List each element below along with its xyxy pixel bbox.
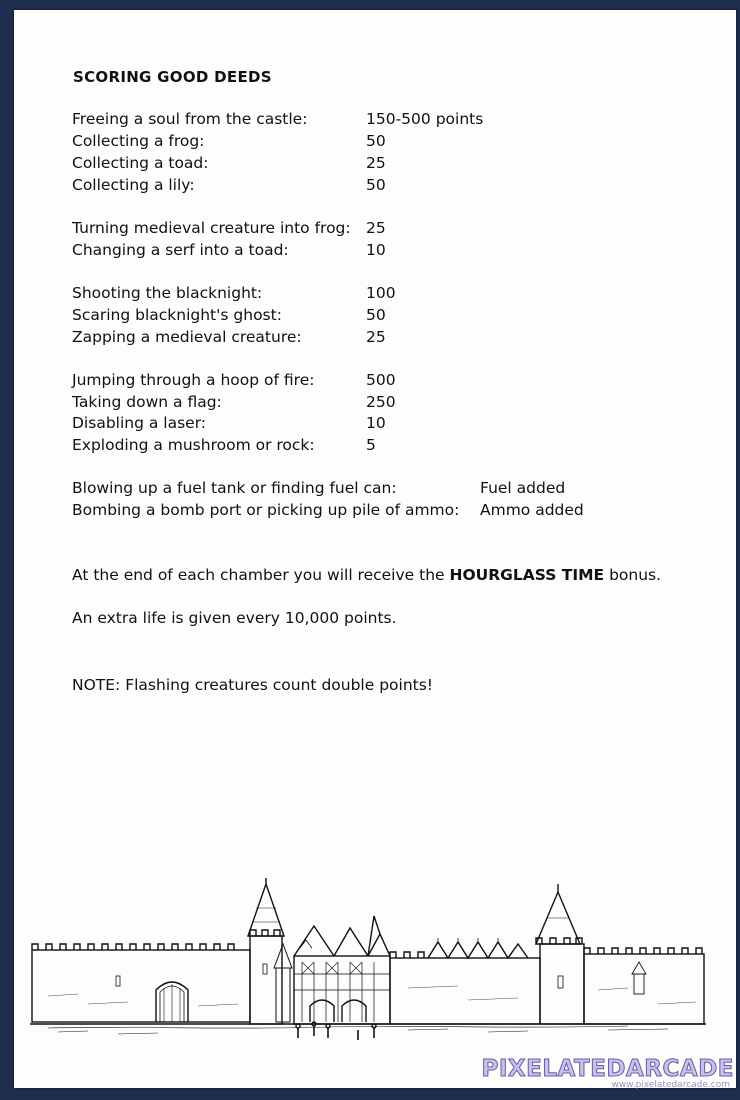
score-value: Fuel added	[480, 479, 566, 497]
score-label: Shooting the blacknight:	[72, 284, 263, 302]
hourglass-time-label: HOURGLASS TIME	[449, 566, 605, 584]
score-row	[72, 176, 386, 194]
score-row	[72, 414, 386, 432]
score-row	[72, 479, 566, 497]
score-label: Turning medieval creature into frog:	[72, 219, 351, 237]
score-value: 50	[366, 176, 386, 194]
manual-page	[14, 10, 736, 1088]
score-row	[72, 154, 386, 172]
hourglass-bonus-text: At the end of each chamber you will receive the HOURGLASS TIME bonus.	[72, 566, 662, 584]
score-row	[72, 328, 386, 346]
score-value: 150-500 points	[366, 110, 484, 128]
score-row	[72, 284, 396, 302]
note-text: NOTE: Flashing creatures count double points!	[72, 676, 434, 694]
score-value: 25	[366, 219, 386, 237]
score-label: Collecting a frog:	[72, 132, 205, 150]
score-row	[72, 241, 386, 259]
score-value: 250	[366, 393, 396, 411]
score-row	[72, 219, 386, 237]
score-label: Collecting a toad:	[72, 154, 209, 172]
score-label: Blowing up a fuel tank or finding fuel can:	[72, 479, 397, 497]
score-label: Freeing a soul from the castle:	[72, 110, 308, 128]
score-label: Disabling a laser:	[72, 414, 207, 432]
score-label: Taking down a flag:	[72, 393, 222, 411]
score-value: 10	[366, 414, 386, 432]
score-value: Ammo added	[480, 501, 584, 519]
extra-life-text: An extra life is given every 10,000 points.	[72, 609, 397, 627]
page-title: SCORING GOOD DEEDS	[73, 68, 272, 86]
score-row	[72, 110, 484, 128]
score-value: 25	[366, 328, 386, 346]
score-label: Changing a serf into a toad:	[72, 241, 289, 259]
score-row	[72, 306, 386, 324]
score-label: Exploding a mushroom or rock:	[72, 436, 315, 454]
score-value: 5	[366, 436, 376, 454]
score-label: Jumping through a hoop of fire:	[72, 371, 315, 389]
score-row	[72, 501, 584, 519]
watermark-logo	[481, 1056, 734, 1090]
score-value: 25	[366, 154, 386, 172]
score-value: 50	[366, 132, 386, 150]
score-value: 100	[366, 284, 396, 302]
score-row	[72, 393, 396, 411]
score-label: Scaring blacknight's ghost:	[72, 306, 282, 324]
score-label: Bombing a bomb port or picking up pile of ammo:	[72, 501, 460, 519]
score-value: 50	[366, 306, 386, 324]
score-label: Zapping a medieval creature:	[72, 328, 302, 346]
watermark-url: www.pixelatedarcade.com	[611, 1080, 730, 1090]
score-row	[72, 371, 396, 389]
castle-illustration	[28, 878, 708, 1048]
score-row	[72, 436, 376, 454]
score-value: 500	[366, 371, 396, 389]
watermark-name: PIXELATEDARCADE	[481, 1056, 734, 1082]
score-value: 10	[366, 241, 386, 259]
score-row	[72, 132, 386, 150]
score-label: Collecting a lily:	[72, 176, 195, 194]
